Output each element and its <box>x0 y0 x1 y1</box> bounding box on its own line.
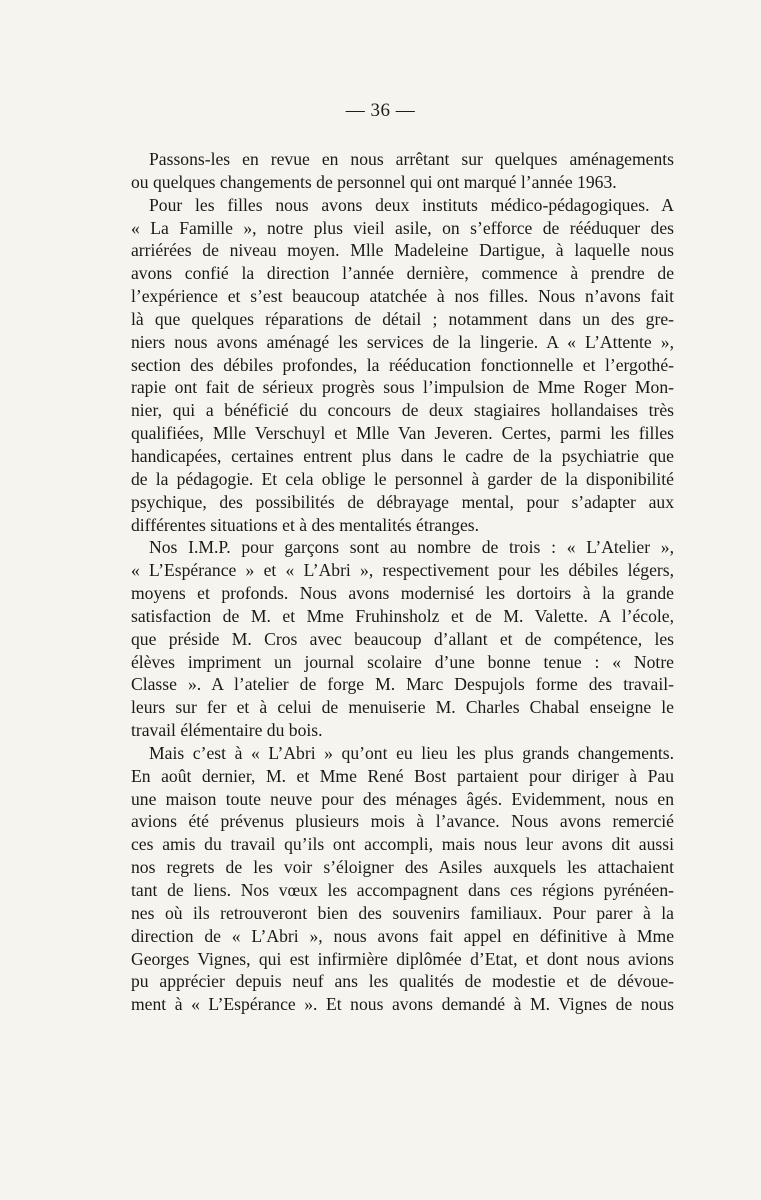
text-line: avons confié la direction l’année dernière, commence à prendre de <box>131 263 674 284</box>
text-line: Classe ». A l’atelier de forge M. Marc Despujols forme des travail- <box>131 674 674 695</box>
text-line: satisfaction de M. et Mme Fruhinsholz et de M. Valette. A l’école, <box>131 605 674 626</box>
text-line: ces amis du travail qu’ils ont accompli, mais nous leur avons dit aussi <box>131 834 674 855</box>
text-line: Nos I.M.P. pour garçons sont au nombre de trois : « L’Atelier », <box>149 537 674 558</box>
text-line: là que quelques réparations de détail ; notamment dans un des gre- <box>131 308 674 329</box>
paragraph <box>131 148 674 194</box>
text-line: Georges Vignes, qui est infirmière diplômée d’Etat, et dont nous avions <box>131 948 674 969</box>
text-line: « L’Espérance » et « L’Abri », respectivement pour les débiles légers, <box>131 560 674 581</box>
text-line: l’expérience et s’est beaucoup atatchée à nos filles. Nous n’avons fait <box>131 286 674 307</box>
text-line: section des débiles profondes, la rééducation fonctionnelle et l’ergothé- <box>131 354 674 375</box>
text-line: différentes situations et à des mentalités étranges. <box>131 514 480 535</box>
text-line: direction de « L’Abri », nous avons fait appel en définitive à Mme <box>131 925 674 946</box>
text-line: une maison toute neuve pour des ménages âgés. Evidemment, nous en <box>131 788 674 809</box>
body-text <box>131 148 674 1016</box>
text-line: tant de liens. Nos vœux les accompagnent dans ces régions pyrénéen- <box>131 880 674 900</box>
text-line: psychique, des possibilités de débrayage mental, pour s’adapter aux <box>131 491 674 512</box>
paragraph <box>131 194 674 537</box>
text-line: nier, qui a bénéficié du concours de deux stagiaires hollandaises très <box>131 400 674 421</box>
text-line: Mais c’est à « L’Abri » qu’ont eu lieu les plus grands changements. <box>149 742 674 763</box>
text-line: pu apprécier depuis neuf ans les qualités de modestie et de dévoue- <box>131 971 674 992</box>
paragraph <box>131 742 674 1016</box>
text-line: rapie ont fait de sérieux progrès sous l’impulsion de Mme Roger Mon- <box>131 377 674 398</box>
text-line: handicapées, certaines entrent plus dans le cadre de la psychiatrie que <box>131 445 674 466</box>
text-line: nes où ils retrouveront bien des souvenirs familiaux. Pour parer à la <box>131 902 674 923</box>
text-line: arriérées de niveau moyen. Mlle Madeleine Dartigue, à laquelle nous <box>131 240 674 261</box>
text-line: « La Famille », notre plus vieil asile, on s’efforce de rééduquer des <box>131 217 674 238</box>
text-line: nos regrets de les voir s’éloigner des Asiles auxquels les attachaient <box>131 857 674 878</box>
text-line: moyens et profonds. Nous avons modernisé les dortoirs à la grande <box>131 583 674 604</box>
paragraph <box>131 536 674 742</box>
text-line: ment à « L’Espérance ». Et nous avons demandé à M. Vignes de nous <box>131 994 674 1015</box>
text-line: leurs sur fer et à celui de menuiserie M. Charles Chabal enseigne le <box>131 697 674 718</box>
text-line: avions été prévenus plusieurs mois à l’avance. Nous avons remercié <box>131 811 674 832</box>
text-line: travail élémentaire du bois. <box>131 720 323 741</box>
text-line: de la pédagogie. Et cela oblige le personnel à garder de la disponibilité <box>131 468 674 489</box>
text-line: niers nous avons aménagé les services de la lingerie. A « L’Attente », <box>131 331 674 352</box>
text-line: élèves impriment un journal scolaire d’une bonne tenue : « Notre <box>131 651 674 672</box>
text-line: ou quelques changements de personnel qui ont marqué l’année 1963. <box>131 171 617 192</box>
text-line: Pour les filles nous avons deux instituts médico-pédagogiques. A <box>149 194 674 215</box>
text-line: En août dernier, M. et Mme René Bost partaient pour diriger à Pau <box>131 765 674 786</box>
text-line: que préside M. Cros avec beaucoup d’allant et de compétence, les <box>131 628 674 649</box>
text-line: Passons-les en revue en nous arrêtant sur quelques aménagements <box>149 149 674 169</box>
page-number: — 36 — <box>345 100 416 121</box>
text-line: qualifiées, Mlle Verschuyl et Mlle Van Jeveren. Certes, parmi les filles <box>131 423 674 444</box>
